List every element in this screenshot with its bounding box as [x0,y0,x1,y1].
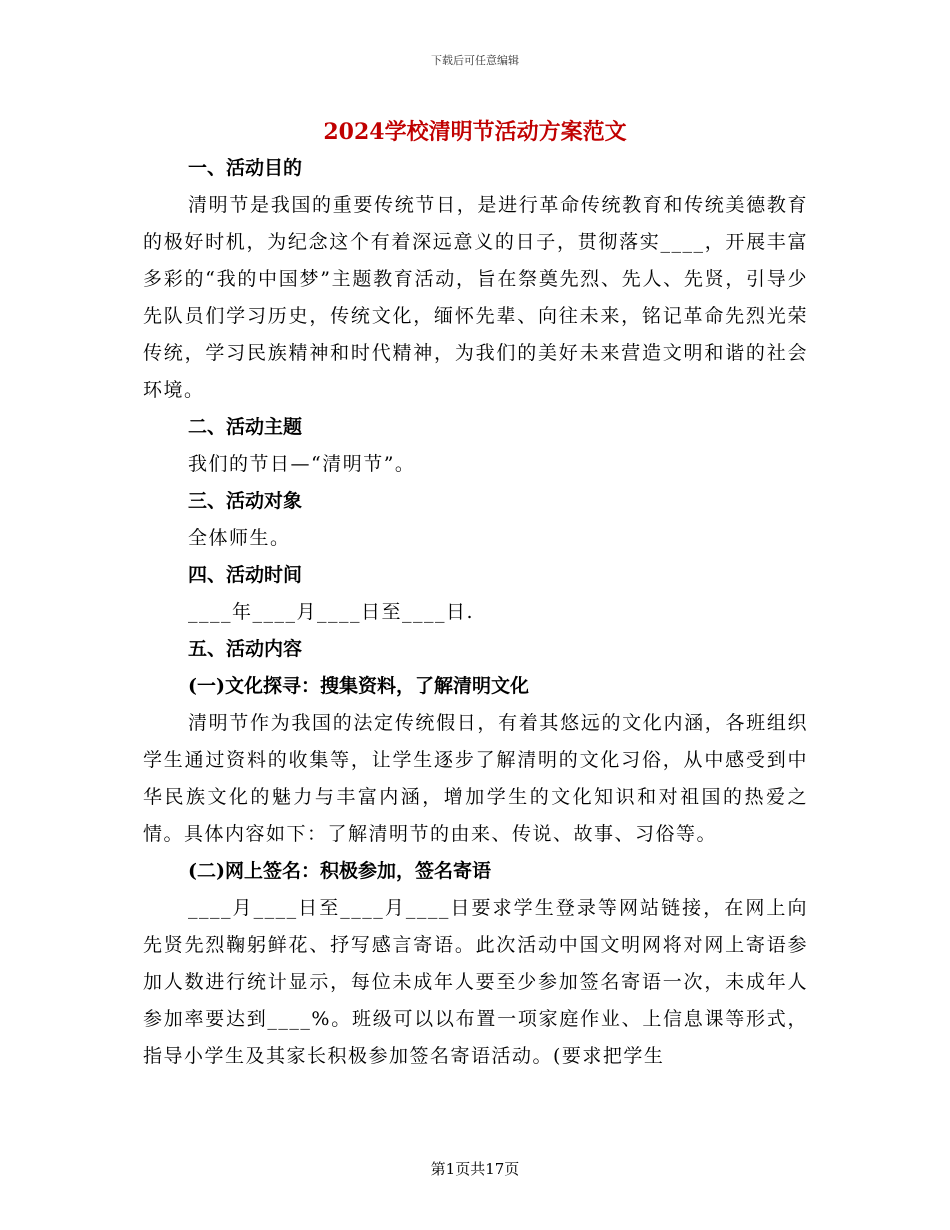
header-note: 下载后可任意编辑 [431,54,519,67]
section-heading-audience: 三、活动对象 [188,490,303,512]
section-heading-purpose: 一、活动目的 [188,157,303,179]
subsection-paragraph-online-signature: ____月____日至____月____日要求学生登录等网站链接，在网上向先贤先烈鞠躬鲜花、抒写感言寄语。此次活动中国文明网将对网上寄语参加人数进行统计显示，每位未成年人要至少参加签名寄语一次，未成年人参加率要达到____%。班级可以以布置一项家庭作业、上信息课等形式，指导小学生及其家长积极参加签名寄语活动。(要求把学生 [143,897,808,1067]
document-title: 2024学校清明节活动方案范文 [323,119,627,145]
section-text-theme: 我们的节日—“清明节”。 [188,453,416,475]
section-paragraph-purpose: 清明节是我国的重要传统节日，是进行革命传统教育和传统美德教育的极好时机，为纪念这个有着深远意义的日子，贯彻落实____，开展丰富多彩的“我的中国梦”主题教育活动，旨在祭奠先烈、先人、先贤，引导少先队员们学习历史，传统文化，缅怀先辈、向往未来，铭记革命先烈光荣传统，学习民族精神和时代精神，为我们的美好未来营造文明和谐的社会环境。 [143,194,808,401]
section-text-audience: 全体师生。 [188,527,291,549]
section-heading-time: 四、活动时间 [188,564,303,586]
section-heading-content: 五、活动内容 [188,638,303,660]
subsection-heading-online-signature: (二)网上签名：积极参加，签名寄语 [188,860,491,882]
document-body [143,150,808,1075]
subsection-heading-culture: (一)文化探寻：搜集资料，了解清明文化 [188,675,529,697]
subsection-paragraph-culture: 清明节作为我国的法定传统假日，有着其悠远的文化内涵，各班组织学生通过资料的收集等，让学生逐步了解清明的文化习俗，从中感受到中华民族文化的魅力与丰富内涵，增加学生的文化知识和对祖国的热爱之情。具体内容如下：了解清明节的由来、传说、故事、习俗等。 [143,712,808,845]
page-number: 第1页共17页 [430,1160,520,1178]
section-heading-theme: 二、活动主题 [188,416,303,438]
section-text-time: ____年____月____日至____日. [188,601,475,623]
